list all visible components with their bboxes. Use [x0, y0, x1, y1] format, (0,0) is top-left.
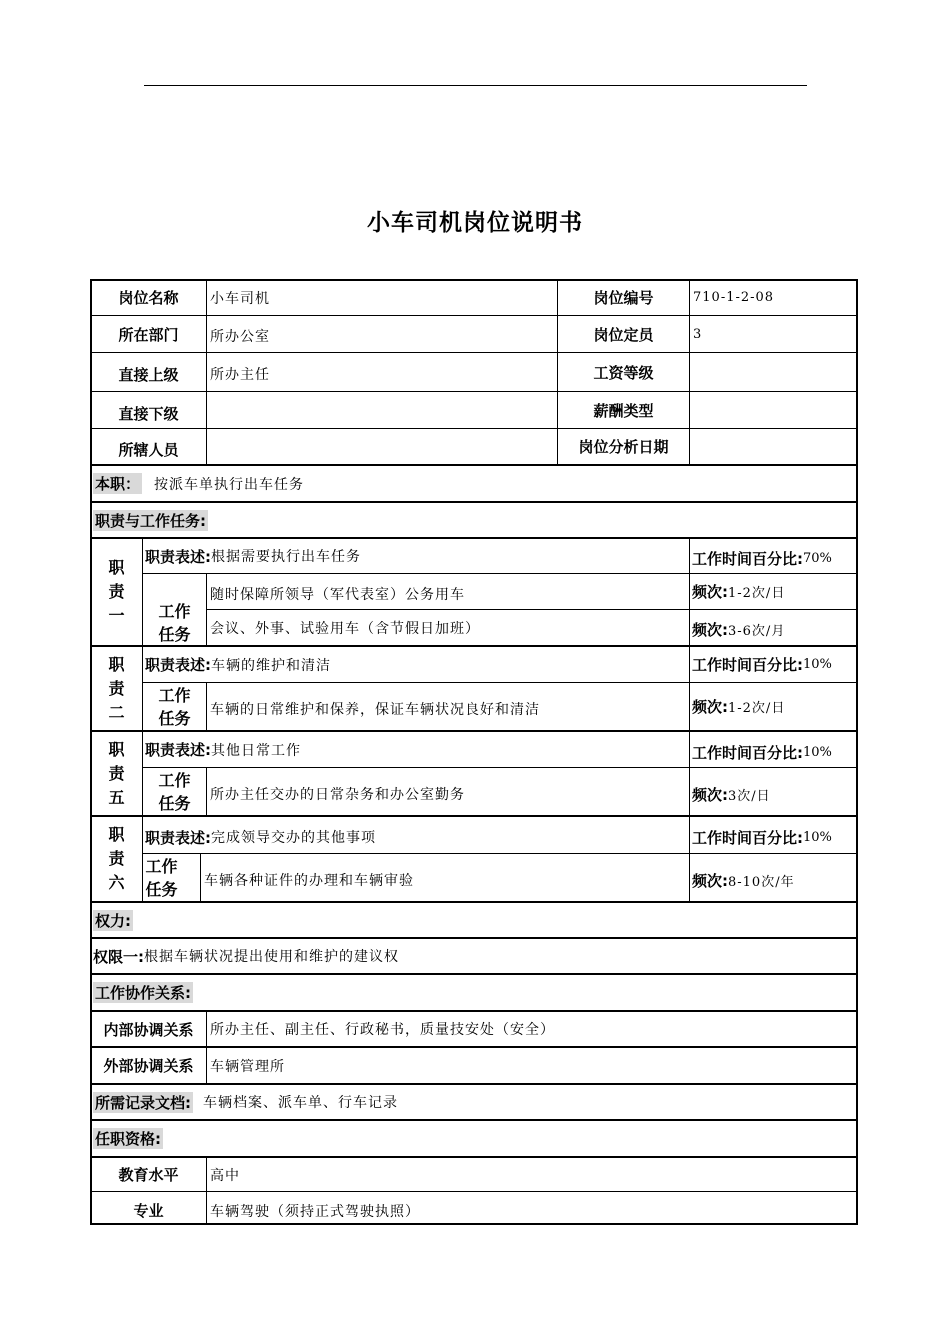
- duty-5-task-label-line: 任务: [158, 793, 191, 813]
- authority-label: 权限一:: [93, 947, 144, 966]
- duty-5-time-label: 工作时间百分比:: [692, 743, 803, 762]
- duty-6-task-label: [142, 854, 181, 901]
- grid-line: [200, 853, 201, 901]
- pay-type-label: 薪酬类型: [593, 402, 654, 420]
- duty-2-name-char: 职: [108, 654, 125, 674]
- duty-2-task-1-freq: 1-2次/日: [728, 701, 786, 716]
- duty-2-name: [91, 647, 142, 730]
- subordinate-label: 直接下级: [118, 404, 179, 423]
- headcount-value: 3: [693, 326, 703, 342]
- duty-6-time-label: 工作时间百分比:: [692, 828, 803, 847]
- records-text: 车辆档案、派车单、行车记录: [203, 1095, 398, 1111]
- duty-5-name: [91, 732, 142, 815]
- duty-5-time-row: [692, 732, 856, 772]
- duty-6-desc: 完成领导交办的其他事项: [211, 830, 376, 846]
- position-code-value: 710-1-2-08: [693, 290, 775, 305]
- authority-text: 根据车辆状况提出使用和维护的建议权: [144, 949, 399, 965]
- duty-2-task-1-freq-label: 频次:: [692, 698, 728, 716]
- subordinate-value: [210, 392, 555, 428]
- education-label: 教育水平: [118, 1166, 179, 1184]
- duty-2-task-label: [143, 683, 206, 730]
- external-relations-value: 车辆管理所: [210, 1058, 285, 1075]
- duty-2-time-label: 工作时间百分比:: [692, 656, 803, 674]
- qualifications-header: 任职资格:: [95, 1130, 161, 1148]
- main-duty-label: 本职：: [95, 475, 141, 493]
- duty-5-task-1: 所办主任交办的日常杂务和办公室勤务: [210, 787, 465, 803]
- position-name-value: 小车司机: [210, 290, 270, 307]
- duty-1-name-char: 一: [108, 606, 125, 625]
- duty-6-name-char: 六: [108, 873, 125, 892]
- duty-5-task-label-line: 工作: [158, 770, 191, 790]
- duty-2-task-1-freq-row: [692, 683, 856, 730]
- duty-6-task-label-line: 任务: [145, 879, 178, 899]
- duty-6-time-pct: 10%: [803, 829, 832, 845]
- duty-1-name: [91, 539, 142, 645]
- duty-1-desc: 根据需要执行出车任务: [211, 549, 361, 565]
- duties-header: 职责与工作任务:: [95, 511, 206, 530]
- qualifications-header-row: [93, 1121, 853, 1156]
- duty-5-desc-row: [145, 732, 685, 767]
- duty-1-task-1-freq-row: [692, 574, 856, 609]
- duty-2-task-label-line: 任务: [158, 708, 191, 728]
- duty-6-desc-row: [145, 817, 685, 857]
- duty-2-task-label-line: 工作: [158, 685, 191, 705]
- duty-1-task-label: [143, 598, 206, 648]
- duty-1-task-2: 会议、外事、试验用车（含节假日加班）: [210, 620, 480, 637]
- grid-line: [689, 280, 690, 464]
- main-duty-text: 按派车单执行出车任务: [154, 476, 305, 493]
- duty-5-task-1-freq: 3次/日: [728, 788, 771, 804]
- duties-header-row: [93, 503, 853, 537]
- duty-2-time-pct: 10%: [803, 657, 832, 672]
- duty-6-time-row: [692, 817, 856, 857]
- duty-1-desc-label: 职责表述:: [145, 547, 211, 566]
- duty-1-desc-row: [145, 539, 685, 573]
- duty-6-task-label-line: 工作: [145, 856, 178, 876]
- major-value: 车辆驾驶（须持正式驾驶执照）: [210, 1203, 420, 1220]
- duty-5-task-label: [143, 768, 206, 815]
- duty-1-task-2-freq: 3-6次/月: [728, 623, 786, 639]
- duty-5-task-1-freq-row: [692, 768, 856, 820]
- duty-6-task-1-freq: 8-10次/年: [728, 874, 795, 890]
- grid-line: [206, 767, 207, 815]
- duty-1-name-char: 职: [108, 558, 125, 577]
- duty-1-task-label-line: 工作: [158, 602, 191, 621]
- salary-grade-label: 工资等级: [593, 363, 654, 382]
- authority-header-row: [93, 903, 853, 937]
- superior-label: 直接上级: [118, 365, 179, 384]
- duty-2-desc-row: [145, 647, 685, 682]
- staff-label: 所辖人员: [118, 440, 179, 459]
- authority-header: 权力:: [95, 911, 131, 930]
- records-row: [93, 1085, 853, 1119]
- relations-header: 工作协作关系:: [95, 984, 191, 1002]
- grid-line: [206, 682, 207, 730]
- records-label: 所需记录文档:: [95, 1093, 191, 1112]
- internal-relations-label: 内部协调关系: [103, 1020, 194, 1039]
- duty-6-name-char: 职: [108, 825, 125, 844]
- department-label: 所在部门: [118, 325, 179, 344]
- duty-2-desc-label: 职责表述:: [145, 656, 211, 674]
- relations-header-row: [93, 975, 853, 1010]
- duty-2-name-char: 二: [108, 702, 125, 722]
- header-rule: [144, 85, 807, 86]
- duty-5-desc: 其他日常工作: [211, 742, 301, 759]
- duty-1-task-2-freq-label: 频次:: [692, 620, 728, 639]
- duty-6-name: [91, 817, 142, 901]
- duty-5-time-pct: 10%: [803, 744, 832, 760]
- grid-line: [206, 280, 207, 464]
- external-relations-label: 外部协调关系: [103, 1057, 194, 1075]
- major-label: 专业: [133, 1202, 164, 1220]
- headcount-label: 岗位定员: [593, 325, 654, 344]
- position-name-label: 岗位名称: [118, 289, 179, 307]
- pay-type-value: [693, 392, 856, 428]
- analysis-date-label: 岗位分析日期: [578, 438, 669, 456]
- page-title: 小车司机岗位说明书: [367, 210, 583, 236]
- duty-5-task-1-freq-label: 频次:: [692, 785, 728, 804]
- grid-line: [689, 539, 690, 645]
- duty-5-name-char: 职: [108, 739, 125, 759]
- duty-1-time-row: [692, 539, 856, 577]
- education-value: 高中: [210, 1167, 240, 1184]
- department-value: 所办公室: [210, 329, 270, 345]
- grid-line: [689, 647, 690, 730]
- duty-6-task-1-freq-row: [692, 854, 856, 906]
- salary-grade-value: [693, 353, 856, 391]
- duty-1-task-1-freq-label: 频次:: [692, 583, 728, 601]
- internal-relations-value: 所办主任、副主任、行政秘书，质量技安处（安全）: [210, 1022, 555, 1038]
- grid-line: [689, 732, 690, 815]
- superior-value: 所办主任: [210, 367, 270, 383]
- duty-5-name-char: 五: [108, 787, 125, 807]
- position-code-label: 岗位编号: [593, 289, 654, 307]
- analysis-date-value: [693, 429, 856, 464]
- grid-line: [689, 817, 690, 901]
- duty-1-task-1: 随时保障所领导（军代表室）公务用车: [210, 587, 465, 603]
- duty-2-name-char: 责: [108, 678, 125, 698]
- main-duty-row: [93, 466, 853, 501]
- duty-1-task-label-line: 任务: [158, 625, 191, 644]
- duty-1-task-1-freq: 1-2次/日: [728, 586, 786, 601]
- duty-1-task-2-freq-row: [692, 610, 856, 648]
- duty-1-name-char: 责: [108, 582, 125, 601]
- duty-5-name-char: 责: [108, 763, 125, 783]
- duty-6-task-1: 车辆各种证件的办理和车辆审验: [204, 873, 414, 889]
- duty-6-task-1-freq-label: 频次:: [692, 871, 728, 890]
- staff-value: [210, 429, 555, 464]
- duty-1-time-label: 工作时间百分比:: [692, 549, 803, 568]
- duty-2-desc: 车辆的维护和清洁: [211, 657, 331, 674]
- duty-2-task-1: 车辆的日常维护和保养，保证车辆状况良好和清洁: [210, 702, 540, 718]
- duty-2-time-row: [692, 647, 856, 682]
- duty-6-desc-label: 职责表述:: [145, 828, 211, 847]
- duty-1-time-pct: 70%: [803, 550, 832, 566]
- authority-row: [93, 939, 853, 973]
- duty-6-name-char: 责: [108, 849, 125, 868]
- duty-5-desc-label: 职责表述:: [145, 741, 211, 759]
